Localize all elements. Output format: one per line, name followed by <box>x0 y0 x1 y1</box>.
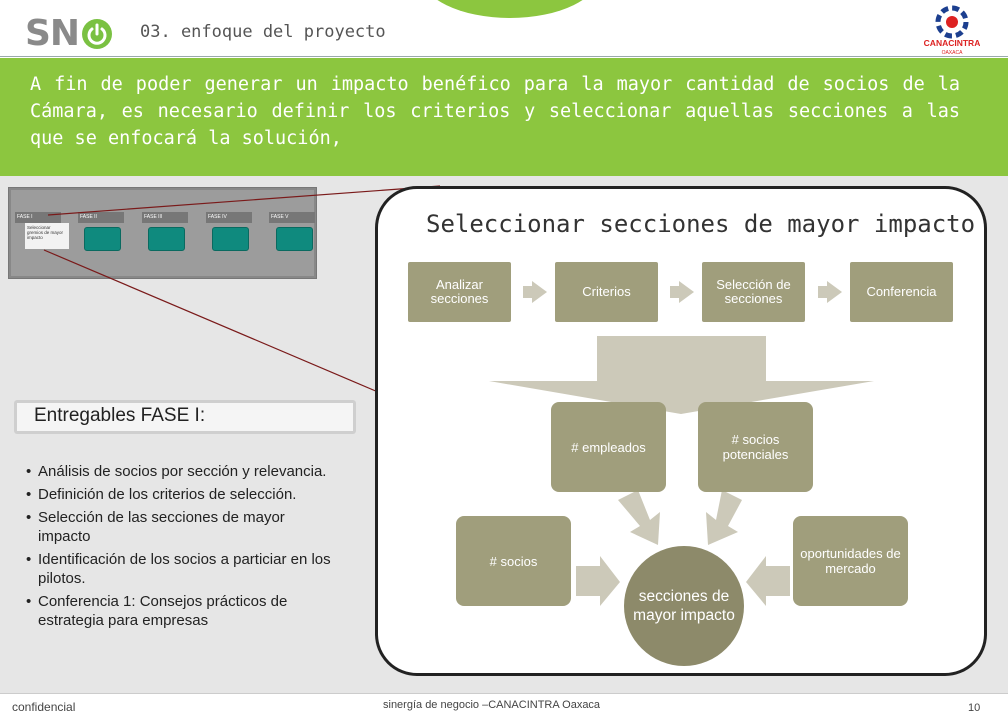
page-number: 10 <box>968 702 981 714</box>
center-outcome: secciones de mayor impacto <box>624 546 744 666</box>
process-step: Selección de secciones <box>702 262 805 322</box>
thumb-phase-label: FASE I <box>15 212 61 223</box>
section-title: 03. enfoque del proyecto <box>140 22 386 42</box>
criterion-box: # socios <box>456 516 571 606</box>
thumb-phase-label: FASE III <box>142 212 188 223</box>
deliverables-title: Entregables FASE I: <box>34 405 206 426</box>
criterion-box: # socios potenciales <box>698 402 813 492</box>
thumb-phase-item: Seleccionar gremios de mayor impacto <box>25 223 69 249</box>
criterion-box: # empleados <box>551 402 666 492</box>
thumb-phase-label: FASE IV <box>206 212 252 223</box>
footer-caption: sinergía de negocio –CANACINTRA Oaxaca <box>383 699 601 711</box>
list-item: • Análisis de socios por sección y relevancia. <box>26 462 338 481</box>
criterion-box: oportunidades de mercado <box>793 516 908 606</box>
list-item: • Conferencia 1: Consejos prácticos de estrategia para empresas <box>26 592 338 630</box>
list-item: • Selección de las secciones de mayor impacto <box>26 508 338 546</box>
thumb-phase-label: FASE V <box>269 212 315 223</box>
logo-text: SN <box>25 13 80 54</box>
process-step: Criterios <box>555 262 658 322</box>
intro-text: A fin de poder generar un impacto benéfico para la mayor cantidad de socios de la Cámara, es necesario definir los criterios y seleccionar aquellas secciones a las que se enfocará la solución, <box>30 74 960 149</box>
svg-text:OAXACA: OAXACA <box>941 50 963 56</box>
footer-confidential: confidencial <box>12 700 76 714</box>
list-item: • Definición de los criterios de selección. <box>26 485 338 504</box>
process-step: Conferencia <box>850 262 953 322</box>
thumb-phase-label: FASE II <box>78 212 124 223</box>
list-item: • Identificación de los socios a particiar en los pilotos. <box>26 550 338 588</box>
svg-text:CANACINTRA: CANACINTRA <box>924 38 980 48</box>
footer-divider <box>0 693 1008 694</box>
panel-title: Seleccionar secciones de mayor impacto <box>426 210 976 238</box>
process-step: Analizar secciones <box>408 262 511 322</box>
